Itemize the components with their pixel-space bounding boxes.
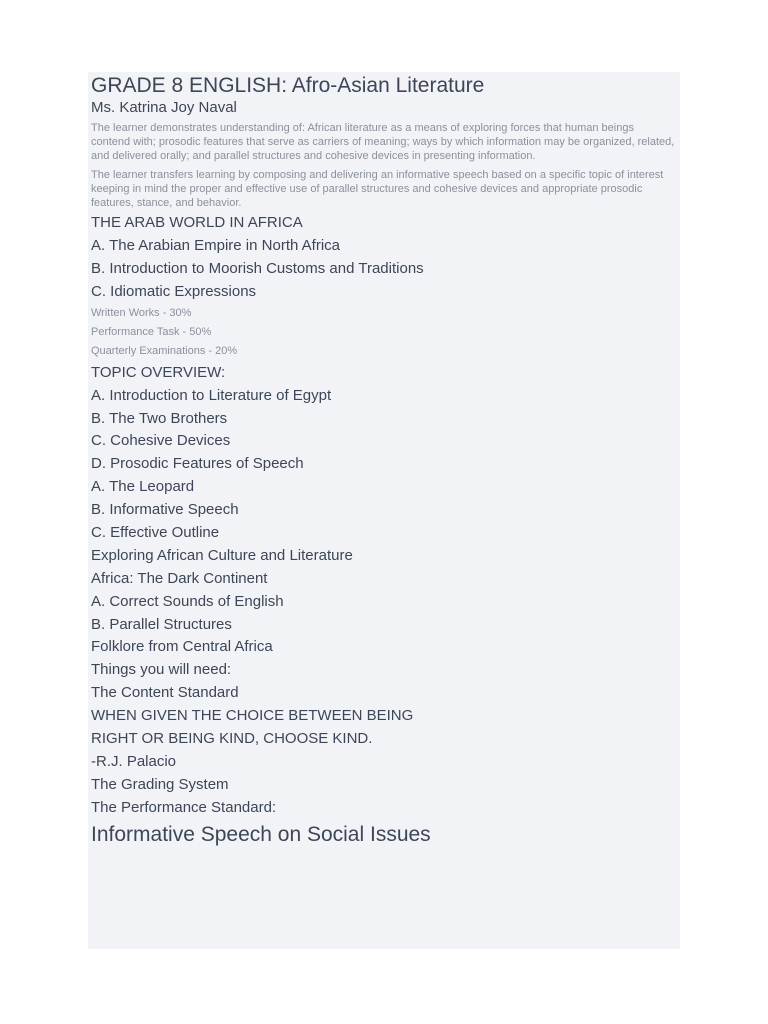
grading-item: Performance Task - 50%: [91, 325, 212, 338]
list-item: B. The Two Brothers: [91, 409, 228, 427]
list-item: Folklore from Central Africa: [91, 638, 273, 656]
list-item: A. The Arabian Empire in North Africa: [91, 236, 341, 254]
list-item: The Performance Standard:: [91, 798, 277, 816]
list-item: A. Correct Sounds of English: [91, 592, 284, 610]
list-item: A. Introduction to Literature of Egypt: [91, 386, 332, 404]
list-item: The Content Standard: [91, 684, 239, 702]
list-item: D. Prosodic Features of Speech: [91, 455, 304, 473]
list-item: The Grading System: [91, 775, 229, 793]
list-item: B. Introduction to Moorish Customs and Traditions: [91, 259, 424, 277]
list-item: Africa: The Dark Continent: [91, 569, 268, 587]
content-standard-paragraph: The learner demonstrates understanding of: African literature as a means of exploring forces that human beings contend with; prosodic features that serve as carriers of meaning; ways by which information may be organized, related, and delivered orally; and parallel structures and cohesive devices in presenting information.: [91, 122, 675, 162]
list-item: Exploring African Culture and Literature: [91, 546, 353, 564]
list-item: C. Cohesive Devices: [91, 432, 231, 450]
list-item: C. Effective Outline: [91, 523, 220, 541]
list-item: B. Parallel Structures: [91, 615, 232, 633]
list-item: B. Informative Speech: [91, 501, 239, 519]
list-item: WHEN GIVEN THE CHOICE BETWEEN BEING: [91, 707, 414, 725]
grading-item: Quarterly Examinations - 20%: [91, 345, 238, 358]
list-item: TOPIC OVERVIEW:: [91, 363, 226, 381]
closing-heading: Informative Speech on Social Issues: [91, 822, 431, 846]
performance-standard-paragraph: The learner transfers learning by composing and delivering an informative speech based on a specific topic of interest keeping in mind the proper and effective use of parallel structures and cohesive devices and appropriate prosodic features, stance, and behavior.: [91, 169, 664, 209]
list-item: C. Idiomatic Expressions: [91, 282, 257, 300]
list-item: -R.J. Palacio: [91, 752, 177, 770]
grading-item: Written Works - 30%: [91, 306, 192, 319]
topic-list: [91, 214, 676, 817]
list-item: Things you will need:: [91, 661, 232, 679]
list-item: THE ARAB WORLD IN AFRICA: [91, 214, 303, 231]
document-content: [91, 73, 676, 847]
list-item: RIGHT OR BEING KIND, CHOOSE KIND.: [91, 729, 373, 747]
list-item: A. The Leopard: [91, 478, 195, 496]
author-name: Ms. Katrina Joy Naval: [91, 99, 237, 116]
document-title: GRADE 8 ENGLISH: Afro-Asian Literature: [91, 74, 485, 97]
